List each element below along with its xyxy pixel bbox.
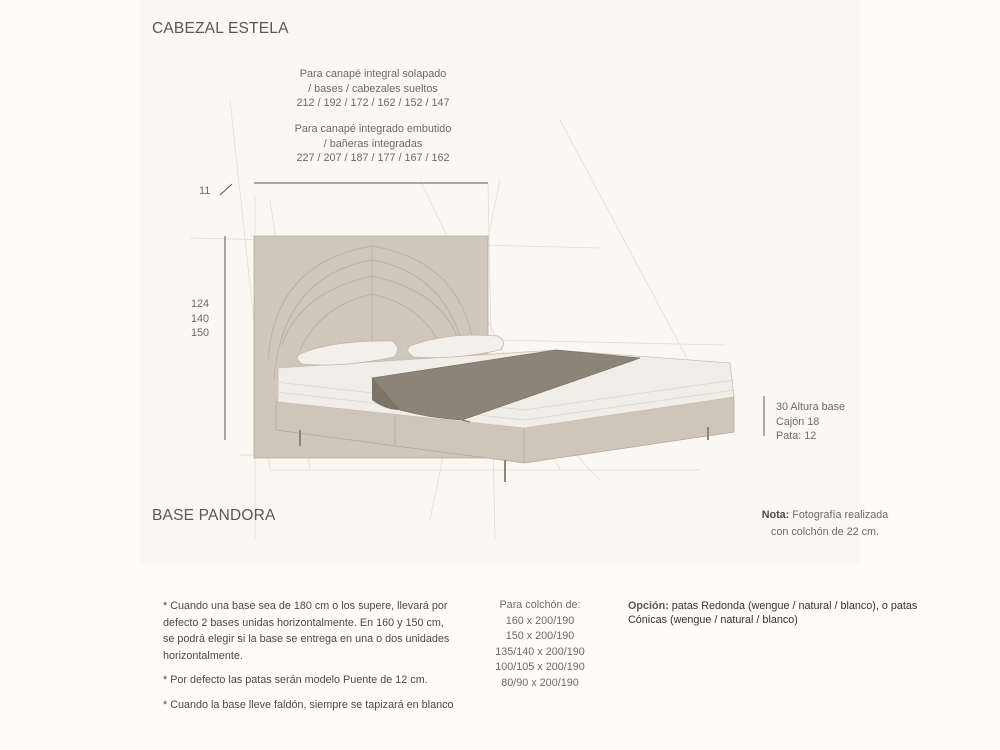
height-value: 140 [191, 312, 210, 325]
width-embedded-line2: / bañeras integradas [323, 137, 423, 150]
mattress-sizes-heading: Para colchón de: [499, 599, 581, 611]
headboard-title: CABEZAL ESTELA [152, 20, 289, 37]
mattress-size-item: 135/140 x 200/190 [495, 645, 585, 658]
base-spec: 30 Altura base [776, 401, 846, 413]
height-values [191, 297, 209, 341]
width-embedded-block [256, 122, 490, 166]
height-value: 124 [191, 298, 210, 310]
notes-list [163, 598, 455, 721]
mattress-size-item: 80/90 x 200/190 [501, 676, 579, 689]
photo-note-label: Nota: [761, 509, 790, 521]
base-title: BASE PANDORA [152, 507, 276, 524]
depth-dimension-line [220, 184, 232, 195]
note-item: * Cuando una base sea de 180 cm o los supere, llevará por defecto 2 bases unidas horizontalmente. En 160 y 150 cm, se podrá elegir si la base se entrega en una o dos unidades horizontalmente. [163, 600, 450, 662]
option-label: Opción: [628, 600, 669, 612]
mattress-size-item: 150 x 200/190 [505, 630, 575, 642]
mattress-size-item: 160 x 200/190 [505, 614, 575, 627]
base-spec: Cajón 18 [776, 415, 820, 428]
photo-note-line1: Fotografía realizada [792, 509, 889, 521]
mattress-sizes [480, 598, 600, 691]
width-integral-block [256, 67, 490, 111]
base-spec: Pata: 12 [776, 430, 817, 442]
width-integral-line2: / bases / cabezales sueltos [308, 82, 438, 95]
photo-note-line2: con colchón de 22 cm. [770, 526, 880, 538]
mattress-size-item: 100/105 x 200/190 [495, 661, 585, 673]
width-embedded-line1: Para canapé integrado embutido [294, 123, 452, 135]
base-specs [776, 400, 845, 444]
width-integral-values: 212 / 192 / 172 / 162 / 152 / 147 [296, 97, 450, 109]
note-item: * Por defecto las patas serán modelo Puente de 12 cm. [163, 674, 428, 686]
option-text [628, 599, 918, 627]
height-value: 150 [191, 327, 210, 339]
option-description: patas Redonda (wengue / natural / blanco), o patas Cónicas (wengue / natural / blanco) [628, 600, 918, 626]
note-item: * Cuando la base lleve faldón, siempre se tapizará en blanco [163, 698, 454, 711]
photo-note [740, 507, 910, 541]
depth-label: 11 [199, 185, 211, 197]
width-integral-line1: Para canapé integral solapado [299, 68, 447, 80]
width-embedded-values: 227 / 207 / 187 / 177 / 167 / 162 [296, 152, 450, 164]
